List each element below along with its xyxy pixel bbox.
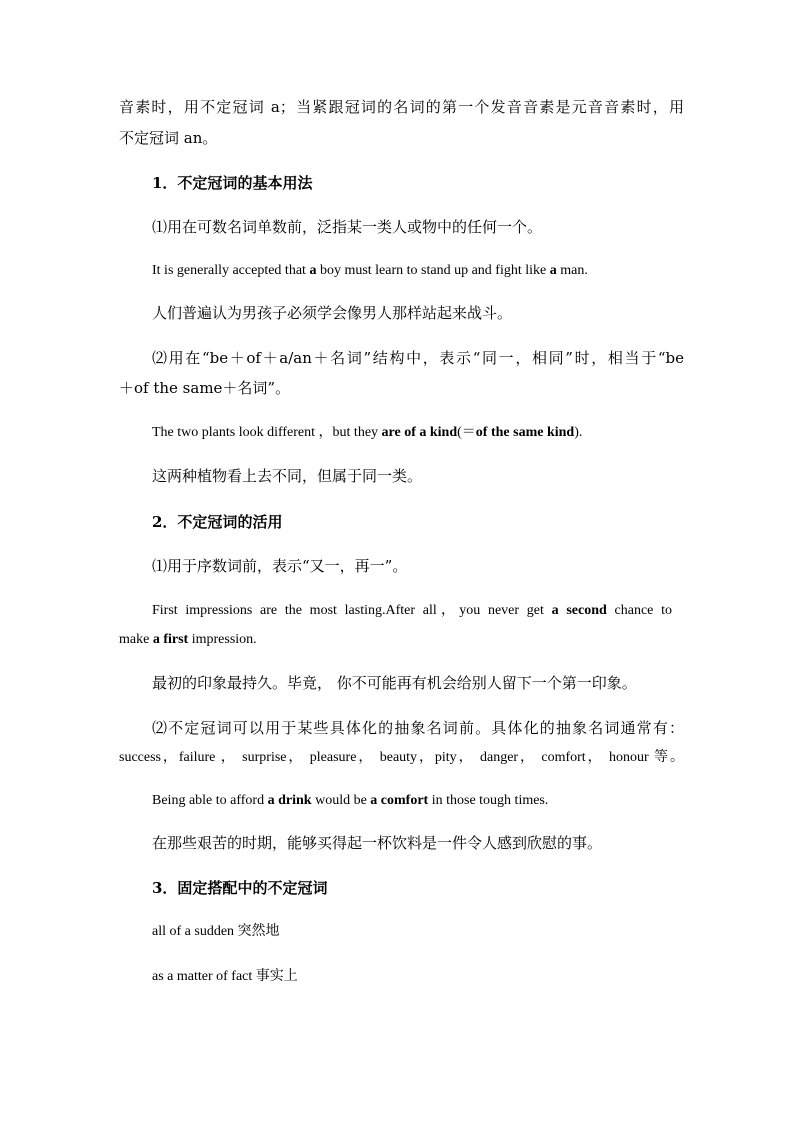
example-text: boy must learn to stand up and fight like [316,263,550,278]
section-1-example-1 [152,261,588,281]
section-3-heading: 3．固定搭配中的不定冠词 [152,879,328,897]
section-3-item-1: all of a sudden 突然地 [152,924,280,939]
section-1-point-2-line-2: ＋of the same＋名词”。 [119,379,291,397]
example-text: chance to [606,603,673,618]
example-bold-text: a drink [267,793,312,808]
section-2-heading: 2．不定冠词的活用 [152,513,283,531]
example-text: make [119,632,153,647]
example-bold-text: a comfort [370,793,429,808]
section-2-example-1-line-2 [119,630,257,650]
example-text: man. [556,263,588,278]
example-text: First impressions are the most lasting.After all，you never get [152,603,552,618]
example-text: (＝ [457,425,476,440]
intro-line-2: 不定冠词 an。 [119,129,218,147]
section-2-example-2 [152,791,548,811]
section-2-example-1-line-1 [152,601,672,621]
example-text: would be [311,793,371,808]
section-1-example-1-translation: 人们普遍认为男孩子必须学会像男人那样站起来战斗。 [152,304,513,322]
section-2-point-1: ⑴用于序数词前，表示“又一，再一”。 [152,557,408,575]
section-1-example-2-translation: 这两种植物看上去不同，但属于同一类。 [152,467,423,485]
example-bold-text: are of a kind [381,425,458,440]
section-2-example-1-translation: 最初的印象最持久。毕竟， 你不可能再有机会给别人留下一个第一印象。 [152,674,637,692]
example-text: impression. [188,632,257,647]
example-text: It is generally accepted that [152,263,310,278]
example-text: ). [574,425,583,440]
section-1-point-1: ⑴用在可数名词单数前，泛指某一类人或物中的任何一个。 [152,218,543,236]
section-1-example-2 [152,423,582,443]
section-3-item-2: as a matter of fact 事实上 [152,969,298,984]
section-1-point-2-line-1: ⑵用在“be＋of＋a/an＋名词”结构中，表示“同一，相同”时，相当于“be [152,349,684,367]
example-text: in those tough times. [428,793,549,808]
section-1-heading: 1．不定冠词的基本用法 [152,174,313,192]
section-2-point-2-line-1: ⑵不定冠词可以用于某些具体化的抽象名词前。具体化的抽象名词通常有： [152,719,684,737]
example-bold-text: a second [551,603,607,618]
example-bold-text: a [309,263,317,278]
section-2-example-2-translation: 在那些艰苦的时期，能够买得起一杯饮料是一件令人感到欣慰的事。 [152,834,603,852]
example-text: Being able to afford [152,793,268,808]
section-2-point-2-line-2: success，failure ， surprise， pleasure， beauty，pity， danger， comfort， honour 等。 [119,750,684,765]
example-text: The two plants look different ，but they [152,425,382,440]
intro-line-1: 音素时，用不定冠词 a；当紧跟冠词的名词的第一个发音音素是元音音素时，用 [119,98,684,116]
example-bold-text: of the same kind [475,425,575,440]
example-bold-text: a first [152,632,189,647]
example-bold-text: a [549,263,557,278]
